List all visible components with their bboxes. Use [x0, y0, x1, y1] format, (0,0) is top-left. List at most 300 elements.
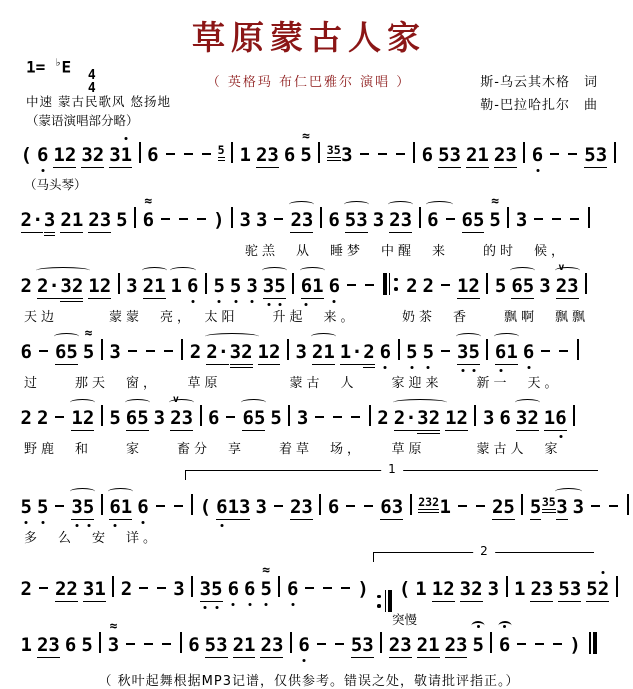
- beam-underline: [216, 519, 250, 521]
- note-digit: 6 ≈: [142, 194, 155, 231]
- octave-dot-below: [278, 303, 281, 306]
- note-digit: 3: [239, 496, 251, 518]
- note-digit: 3: [255, 496, 267, 518]
- note-digit: 2: [66, 578, 78, 600]
- song-title: 草原蒙古人家: [192, 18, 426, 57]
- duration-dash: [142, 634, 155, 653]
- trill-icon: ≈: [109, 619, 118, 634]
- octave-dot-below: [410, 366, 413, 369]
- note-digit: 2: [142, 275, 155, 297]
- note-digit: 1: [514, 578, 526, 600]
- duration-dash: [315, 634, 328, 653]
- note: [462, 209, 485, 231]
- slur-arc: [456, 333, 481, 340]
- note: [188, 634, 199, 656]
- note: [389, 634, 412, 656]
- note: [242, 407, 265, 429]
- note-digit: ): [213, 209, 225, 231]
- note: [21, 341, 32, 363]
- note: [499, 407, 510, 429]
- note: [109, 496, 132, 518]
- duration-dash: [160, 634, 173, 653]
- note-digit: 5: [66, 341, 78, 363]
- note-digit: 3: [449, 144, 461, 166]
- note-digit: 2: [456, 407, 468, 429]
- note: [539, 275, 550, 297]
- beam-underline: [290, 232, 313, 234]
- note-digit: 5: [211, 578, 222, 600]
- note-digit: 3 ≈: [107, 619, 120, 656]
- note: [341, 144, 352, 166]
- beam-underline: [81, 167, 104, 169]
- note-digit: 2: [88, 209, 100, 231]
- note: [340, 341, 363, 363]
- note-digit: 5: [423, 341, 434, 363]
- note-digit: 3: [595, 144, 608, 166]
- note: [260, 634, 283, 656]
- bar-line: [112, 576, 114, 597]
- note-digit: 3: [99, 209, 112, 231]
- note-digit: 3: [271, 634, 284, 656]
- duration-dash: [164, 144, 177, 163]
- slur-arc: [170, 267, 197, 274]
- beam-underline: [389, 232, 412, 234]
- note-digit: 2: [120, 578, 133, 600]
- beam-underline: [394, 430, 417, 432]
- note-digit: 2: [54, 578, 67, 600]
- note: [55, 341, 78, 363]
- note: [432, 578, 455, 600]
- duration-dash: [349, 407, 362, 426]
- note: [116, 209, 127, 231]
- note-digit: 1: [71, 209, 84, 231]
- note-digit: ·: [217, 341, 230, 363]
- note-digit: 5: [406, 341, 417, 363]
- bar-line: [369, 405, 371, 426]
- bar-line: [627, 494, 629, 515]
- note-digit: 2: [527, 407, 539, 429]
- score-line-1: [18, 129, 618, 172]
- beam-underline: [55, 601, 78, 603]
- note: [495, 341, 518, 363]
- octave-dot-above: [602, 571, 605, 574]
- note-digit: 2: [530, 578, 542, 600]
- note-digit: 2: [311, 341, 324, 363]
- note-digit: 3: [267, 144, 279, 166]
- note: [240, 144, 251, 166]
- note-digit: 3: [417, 407, 429, 429]
- lyrics-line-3: 过 那天 窗， 草原 蒙古 人 家迎来 新一 天。: [24, 376, 562, 391]
- beam-underline: [71, 519, 94, 521]
- note-digit: 2: [443, 578, 455, 600]
- note: [472, 634, 483, 656]
- note: [290, 209, 313, 231]
- note-digit: 6: [499, 407, 511, 429]
- note-digit: 2: [388, 634, 401, 656]
- note-digit: 3: [200, 578, 211, 600]
- note-digit: 1: [506, 341, 518, 363]
- beam-underline: [418, 509, 439, 511]
- note-digit: 6: [301, 275, 312, 297]
- note: [147, 144, 158, 166]
- note-digit: 2: [406, 275, 418, 297]
- note-digit: 3: [425, 495, 433, 509]
- score-line-5: [18, 394, 618, 435]
- note-digit: 2: [428, 407, 441, 429]
- note-digit: 3: [246, 275, 257, 297]
- note: [516, 209, 527, 231]
- note-digit: 1: [239, 144, 251, 166]
- note: [363, 341, 374, 363]
- note-digit: 5: [213, 275, 224, 297]
- note: [37, 144, 48, 166]
- note-digit: 3: [515, 209, 528, 231]
- note-digit: 3: [181, 407, 194, 429]
- note-digit: 1: [227, 496, 240, 518]
- note-digit: 1: [154, 275, 166, 297]
- duration-dash: [177, 209, 190, 228]
- duration-dash: [303, 578, 316, 597]
- score-line-2: [18, 194, 618, 237]
- duration-dash: [272, 496, 285, 515]
- beam-underline: [340, 364, 363, 366]
- bar-line: [99, 632, 101, 653]
- note-digit: 2: [36, 275, 49, 297]
- note-digit: 6: [532, 144, 543, 166]
- note-digit: 5: [137, 407, 149, 429]
- note-digit: 6: [287, 578, 298, 600]
- note-digit: 3: [255, 209, 268, 231]
- note: [233, 634, 256, 656]
- note-digit: 5: [344, 209, 357, 231]
- fermata-icon: [472, 621, 485, 630]
- beam-underline: [44, 232, 55, 234]
- note-digit: 6: [283, 144, 296, 166]
- duration-dash: [439, 275, 452, 294]
- note-digit: 1: [53, 144, 65, 166]
- duration-dash: [557, 341, 570, 360]
- slur-arc: [241, 399, 266, 406]
- note-digit: 5: [558, 578, 570, 600]
- note: [143, 275, 166, 297]
- note-digit: 5: [333, 143, 341, 157]
- duration-dash: [474, 496, 487, 515]
- note-digit: 3: [556, 496, 568, 518]
- lyricist-credit: 斯-乌云其木格 词: [480, 75, 598, 90]
- note: [170, 394, 194, 429]
- tempo-direction: 中速 蒙古民歌风 悠扬地: [26, 94, 171, 109]
- octave-dot-below: [141, 521, 144, 524]
- bar-line: [278, 576, 280, 597]
- note: [81, 634, 92, 656]
- note: [445, 407, 468, 429]
- note: [586, 578, 609, 600]
- note-digit: 3: [301, 209, 314, 231]
- bar-line: [577, 339, 579, 360]
- note-digit: 3: [515, 407, 528, 429]
- duration-dash: [589, 496, 602, 515]
- note: [377, 407, 388, 429]
- beam-underline: [460, 601, 483, 603]
- note-digit: 6: [147, 144, 159, 166]
- note-digit: 3: [82, 578, 95, 600]
- note: [555, 262, 579, 297]
- note-digit: 2: [444, 634, 457, 656]
- note-digit: (: [20, 144, 32, 166]
- duration-dash: [182, 144, 195, 163]
- beam-underline: [584, 167, 607, 169]
- octave-dot-below: [232, 603, 235, 606]
- note-digit: 3: [109, 341, 121, 363]
- beam-underline: [327, 157, 341, 159]
- note: [260, 563, 272, 600]
- note: [423, 275, 434, 297]
- note: [488, 578, 499, 600]
- duration-dash: [539, 341, 552, 360]
- score-glyph: [377, 590, 381, 612]
- note: [295, 341, 306, 363]
- note-digit: 2: [289, 496, 302, 518]
- note-digit: 3: [301, 496, 313, 518]
- note: [492, 496, 515, 518]
- duration-dash: [200, 144, 213, 163]
- note-digit: 2: [92, 144, 105, 166]
- note: [60, 275, 83, 297]
- note: [65, 634, 76, 656]
- duration-dash: [568, 209, 581, 228]
- note: [328, 496, 339, 518]
- duration-dash: [344, 496, 357, 515]
- note-digit: 3: [567, 275, 579, 297]
- note-digit: 2: [418, 495, 426, 509]
- note: [389, 209, 412, 231]
- score-glyph: [388, 590, 392, 612]
- note: [171, 275, 182, 297]
- grace-note: [327, 143, 341, 157]
- note-digit: 2: [20, 578, 32, 600]
- note: [55, 578, 78, 600]
- note: [394, 407, 417, 429]
- time-signature-top: 4: [87, 68, 96, 84]
- duration-dash: [376, 144, 389, 163]
- note-digit: 5: [116, 209, 128, 231]
- duration-dash: [394, 144, 407, 163]
- performers-line: （ 英格玛 布仁巴雅尔 演唱 ）: [206, 75, 412, 90]
- beam-underline: [558, 601, 581, 603]
- note-digit: 6: [328, 209, 340, 231]
- note-digit: 6: [37, 144, 48, 166]
- slur-arc: [555, 488, 582, 495]
- note-digit: 5: [548, 495, 556, 509]
- note: [584, 144, 607, 166]
- note: [21, 407, 32, 429]
- note-digit: 1: [439, 496, 451, 518]
- repeat-open-sign: [383, 273, 400, 295]
- note-digit: 5: [37, 496, 48, 518]
- bar-line: [318, 142, 320, 163]
- note-digit: 3: [263, 275, 274, 297]
- note-digit: 2: [20, 275, 32, 297]
- note-digit: 5: [529, 496, 542, 518]
- note: [256, 209, 267, 231]
- note-digit: (: [398, 578, 411, 600]
- octave-dot-below: [303, 659, 306, 662]
- note-digit: 6: [216, 496, 227, 518]
- note-digit: ·: [31, 209, 44, 231]
- beam-underline: [312, 364, 335, 366]
- note-digit: 5 ≈: [300, 129, 312, 166]
- note: [312, 341, 335, 363]
- score-line-6: [18, 494, 618, 524]
- note-digit: 6: [137, 496, 148, 518]
- duration-dash: [37, 578, 50, 597]
- note-digit: 1: [543, 407, 556, 429]
- duration-dash: [37, 341, 50, 360]
- octave-dot-below: [461, 369, 464, 372]
- note: [514, 578, 525, 600]
- grace-note: [218, 143, 225, 157]
- note-digit: 2: [20, 407, 32, 429]
- note-digit: 6: [495, 341, 506, 363]
- note: [88, 209, 111, 231]
- octave-dot-below: [499, 369, 502, 372]
- octave-dot-below: [251, 300, 254, 303]
- note-digit: 5: [438, 144, 450, 166]
- beam-underline: [21, 232, 44, 234]
- footer-note: （ 秋叶起舞根据MP3记谱，仅供参考。错误之处，敬请批评指正。）: [98, 674, 520, 689]
- beam-underline: [71, 430, 94, 432]
- note: [438, 144, 461, 166]
- note-digit: 3: [239, 209, 251, 231]
- note-digit: 5 ≈: [82, 326, 95, 363]
- bar-line: [292, 273, 294, 294]
- beam-underline: [417, 657, 440, 659]
- note: [417, 634, 440, 656]
- note-digit: 2: [468, 275, 480, 297]
- note-digit: 1: [431, 578, 444, 600]
- note-digit: 3: [541, 578, 554, 600]
- note: [457, 275, 480, 297]
- key-prefix: 1=: [26, 57, 46, 77]
- composer-credit: 勒-巴拉哈扎尔 曲: [480, 97, 598, 113]
- parenthesis: [569, 634, 580, 656]
- note: [300, 129, 312, 166]
- note-digit: 5: [522, 275, 535, 297]
- note-digit: 1: [71, 407, 83, 429]
- bar-line: [191, 576, 193, 597]
- note: [213, 275, 224, 297]
- note: [37, 634, 60, 656]
- beam-underline: [206, 364, 229, 366]
- bar-line: [410, 494, 412, 515]
- note: [205, 634, 228, 656]
- note-digit: 1: [415, 578, 427, 600]
- note-digit: 6: [327, 496, 340, 518]
- slur-arc: [388, 201, 413, 208]
- beam-underline: [418, 512, 439, 514]
- note-digit: 1: [244, 634, 256, 656]
- note: [422, 144, 433, 166]
- duration-dash: [313, 407, 326, 426]
- bar-line: [616, 576, 618, 597]
- score-glyph: [385, 590, 387, 612]
- note-digit: 2: [268, 341, 281, 363]
- duration-dash: [155, 578, 168, 597]
- note-digit: 3: [81, 144, 93, 166]
- score-header: [0, 0, 618, 128]
- parenthesis: [357, 578, 368, 600]
- note: [558, 578, 581, 600]
- note: [489, 194, 501, 231]
- note-digit: 6: [188, 634, 200, 656]
- note-digit: 5: [472, 209, 485, 231]
- note-digit: 1: [88, 275, 100, 297]
- note: [297, 407, 308, 429]
- note-digit: 3: [569, 578, 582, 600]
- duration-dash: [272, 209, 285, 228]
- duration-dash: [548, 144, 561, 163]
- note: [21, 275, 32, 297]
- note: [21, 578, 32, 600]
- note-digit: 1: [323, 341, 335, 363]
- beam-underline: [542, 512, 556, 514]
- note-digit: 5: [350, 634, 363, 656]
- score-glyph: [593, 632, 597, 654]
- note-digit: 1: [257, 341, 269, 363]
- note: [284, 144, 295, 166]
- note-digit: 3: [48, 634, 60, 656]
- note-digit: 5: [472, 634, 483, 656]
- beam-underline: [462, 232, 485, 234]
- note: [298, 634, 309, 656]
- note-digit: 2: [416, 634, 429, 656]
- note: [206, 341, 229, 363]
- duration-dash: [550, 209, 563, 228]
- note: [109, 407, 120, 429]
- bar-line: [490, 632, 492, 653]
- note: [511, 275, 534, 297]
- bar-line: [118, 273, 120, 294]
- note-digit: 3: [126, 275, 138, 297]
- parenthesis: [399, 578, 410, 600]
- note-digit: 5: [586, 578, 598, 600]
- beam-underline: [438, 167, 461, 169]
- duration-dash: [444, 209, 457, 228]
- note: [81, 144, 104, 166]
- beam-underline: [290, 519, 313, 521]
- duration-dash: [358, 144, 371, 163]
- note: [200, 578, 223, 600]
- slur-arc: [205, 333, 259, 340]
- bar-line: [101, 339, 103, 360]
- duration-dash: [363, 275, 376, 294]
- beam-underline: [200, 601, 223, 603]
- beam-underline: [417, 430, 440, 432]
- bar-line: [413, 142, 415, 163]
- score-glyph: [394, 278, 398, 282]
- note-digit: 2: [377, 407, 389, 429]
- note: [255, 496, 266, 518]
- note: [263, 275, 286, 297]
- bar-line: [181, 339, 183, 360]
- note-digit: 5: [494, 275, 507, 297]
- trill-icon: ≈: [262, 563, 271, 578]
- lyrics-line-5: 多 么 安 详。: [24, 531, 161, 546]
- note-digit: 6: [208, 407, 220, 429]
- bar-line: [614, 142, 616, 163]
- note-digit: 2: [465, 144, 478, 166]
- note: [190, 341, 201, 363]
